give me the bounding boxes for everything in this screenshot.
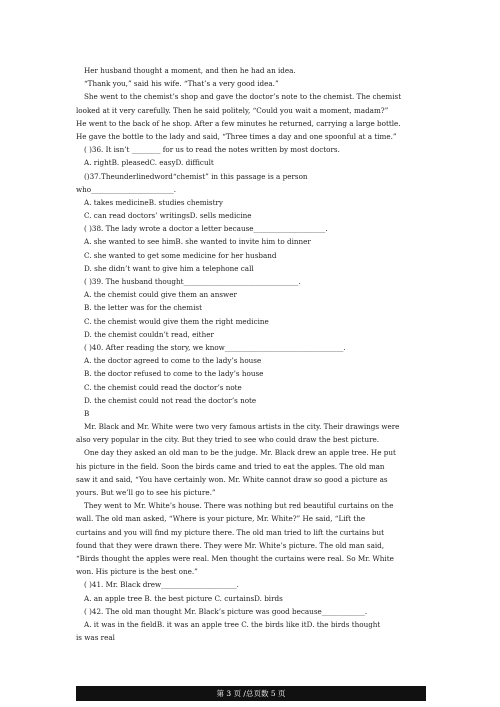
text-line: looked at it very carefully. Then he said politely, “Could you wait a moment, madam?” [76, 105, 389, 115]
text-line: B. the doctor refused to come to the lady’s house [84, 369, 264, 379]
text-line: is was real [76, 633, 115, 643]
text-line: A. an apple tree B. the best picture C. curtainsD. birds [84, 593, 283, 603]
text-line: curtains and you will find my picture there. The old man tried to lift the curtains but [76, 527, 385, 537]
text-line: Her husband thought a moment, and then he had an idea. [84, 66, 296, 75]
text-line: wall. The old man asked, “Where is your picture, Mr. White?” He said, “Lift the [76, 514, 366, 524]
text-line: “Thank you,” said his wife. “That’s a very good idea.” [84, 79, 279, 89]
text-line: yours. But we’ll go to see his picture.” [76, 488, 216, 497]
text-line: ( )40. After reading the story, we know_________________________________. [84, 342, 346, 352]
text-line: ( )36. It isn’t ________ for us to read the notes written by most doctors. [84, 145, 340, 155]
document-body [76, 64, 426, 644]
text-line: saw it and said, “You have certainly won. Mr. White cannot draw so good a picture as [76, 474, 388, 484]
text-line: “Birds thought the apples were real. Men thought the curtains were real. So Mr. White [76, 553, 394, 563]
text-line: D. the chemist could not read the doctor’s note [84, 395, 257, 405]
text-line: C. the chemist would give them the right medicine [84, 316, 269, 326]
text-line: C. she wanted to get some medicine for her husband [84, 250, 277, 260]
text-line: won. His picture is the best one.” [76, 567, 198, 577]
text-line: ( )39. The husband thought________________________________. [84, 277, 301, 286]
text-line: B [84, 408, 90, 418]
text-line: They went to Mr. White’s house. There was nothing but red beautiful curtains on the [84, 501, 394, 511]
text-line: He gave the bottle to the lady and said, “Three times a day and one spoonful at a time.” [76, 131, 397, 141]
text-line: C. can read doctors’ writingsD. sells medicine [84, 211, 252, 221]
text-line: A. the chemist could give them an answer [84, 290, 237, 300]
text-line: B. the letter was for the chemist [84, 303, 202, 313]
text-line: who_______________________. [76, 184, 177, 194]
text-line: Mr. Black and Mr. White were two very famous artists in the city. Their drawings were [84, 422, 400, 432]
text-line: ( )38. The lady wrote a doctor a letter because____________________. [84, 224, 328, 234]
text-line: A. takes medicineB. studies chemistry [84, 197, 223, 207]
text-line: He went to the back of he shop. After a few minutes he returned, carrying a large bottle. [76, 118, 401, 128]
text-line: found that they were drawn there. They were Mr. White’s picture. The old man said, [76, 540, 385, 550]
text-line: A. she wanted to see himB. she wanted to invite him to dinner [84, 237, 311, 247]
text-line: A. the doctor agreed to come to the lady’s house [84, 356, 262, 366]
text-line: One day they asked an old man to be the judge. Mr. Black drew an apple tree. He put [84, 448, 396, 458]
text-line: ( )41. Mr. Black drew_____________________. [84, 580, 239, 590]
page-footer: 第 3 页 /总页数 5 页 [76, 686, 426, 701]
text-line: A. rightB. pleasedC. easyD. difficult [84, 158, 214, 168]
text-line: ( )42. The old man thought Mr. Black’s picture was good because____________. [84, 606, 368, 616]
text-line: She went to the chemist’s shop and gave the doctor’s note to the chemist. The chemist [84, 92, 402, 102]
text-line: D. the chemist couldn’t read, either [84, 329, 214, 339]
text-line: A. it was in the fieldB. it was an apple tree C. the birds like itD. the birds thought [84, 619, 381, 629]
text-line: also very popular in the city. But they tried to see who could draw the best picture. [76, 435, 380, 445]
text-line: his picture in the field. Soon the birds came and tried to eat the apples. The old man [76, 461, 385, 471]
text-line: ()37.Theunderlinedword“chemist” in this passage is a person [84, 171, 308, 181]
text-line: D. she didn’t want to give him a telephone call [84, 263, 254, 273]
text-line: C. the chemist could read the doctor’s note [84, 382, 242, 392]
